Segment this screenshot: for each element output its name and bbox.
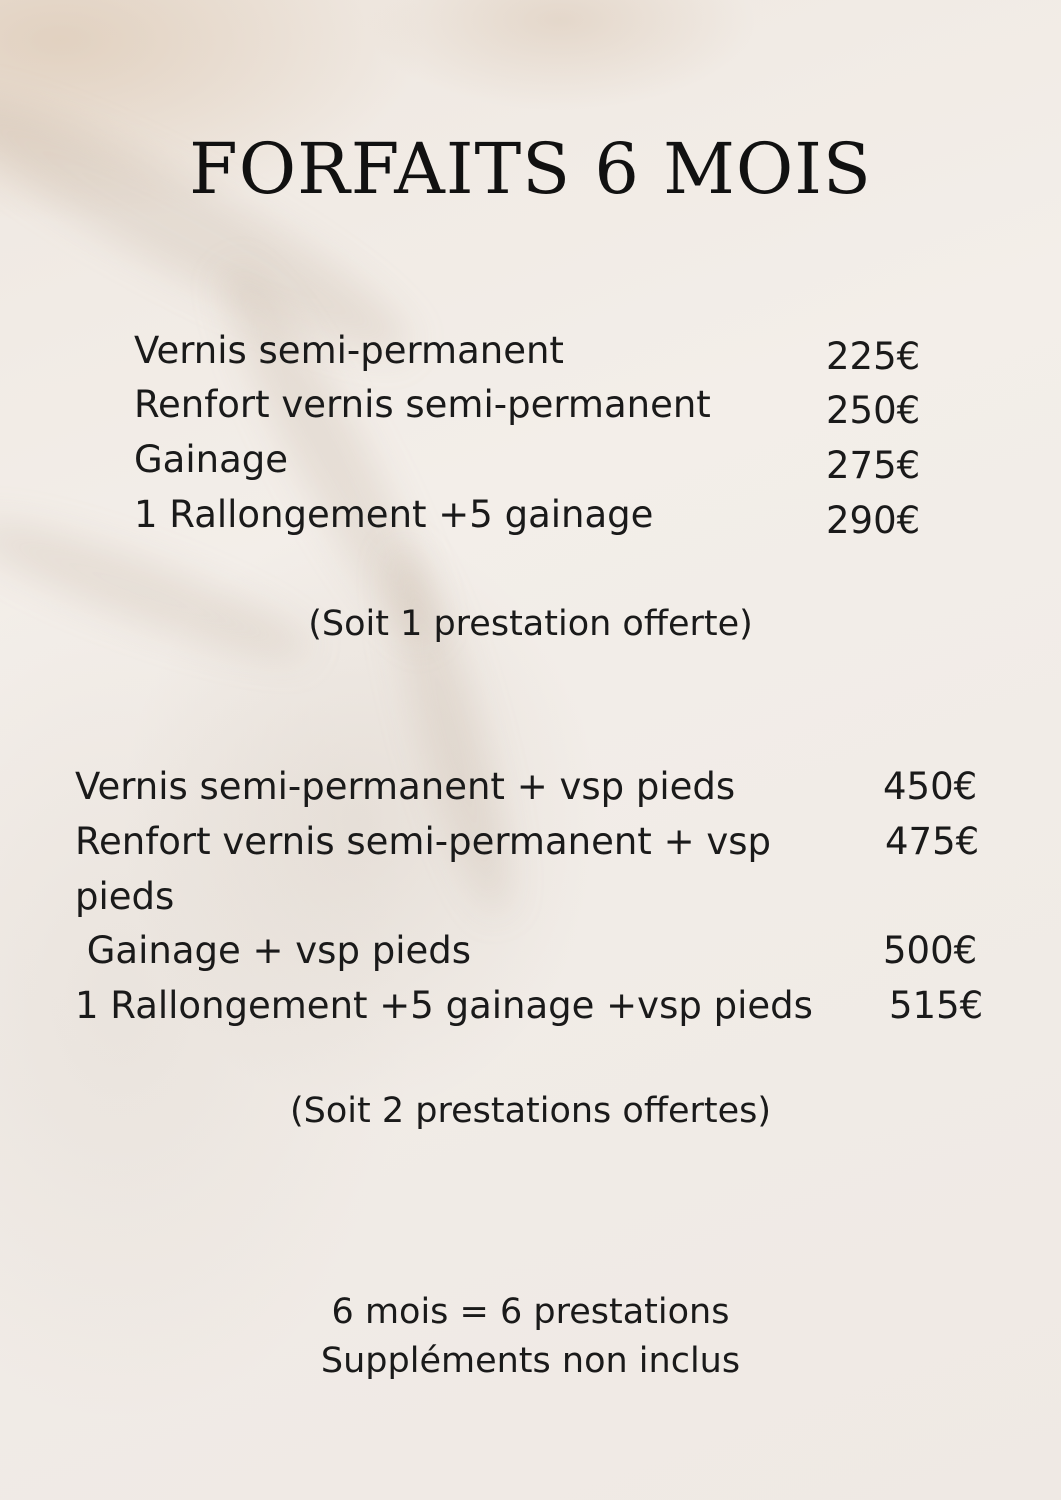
item-price: 475€ [885, 820, 980, 863]
item-label: Renfort vernis semi-permanent + vsp [75, 820, 771, 863]
item-label: Vernis semi-permanent + vsp pieds [75, 765, 736, 808]
item-label: 1 Rallongement +5 gainage +vsp pieds [75, 984, 813, 1027]
item-price: 450€ [883, 765, 978, 808]
item-label: Gainage + vsp pieds [75, 929, 471, 972]
footer-line: 6 mois = 6 prestations [331, 1292, 730, 1332]
offer-note: (Soit 2 prestations offertes) [289, 1091, 772, 1131]
item-label-continuation: pieds [75, 875, 175, 918]
item-label: Vernis semi-permanent [134, 329, 564, 372]
item-label: Gainage [134, 438, 288, 481]
item-label: 1 Rallongement +5 gainage [134, 493, 654, 536]
offer-note: (Soit 1 prestation offerte) [308, 604, 753, 644]
item-price: 500€ [883, 929, 978, 972]
item-price: 290€ [826, 499, 921, 542]
item-price: 225€ [826, 335, 921, 378]
decorative-shadow [372, 539, 528, 922]
item-label: Renfort vernis semi-permanent [134, 383, 711, 426]
item-price: 275€ [826, 444, 921, 487]
footer-line: Suppléments non inclus [320, 1341, 741, 1381]
item-price: 250€ [826, 389, 921, 432]
item-price: 515€ [889, 984, 984, 1027]
page-title: FORFAITS 6 MOIS [189, 128, 872, 210]
